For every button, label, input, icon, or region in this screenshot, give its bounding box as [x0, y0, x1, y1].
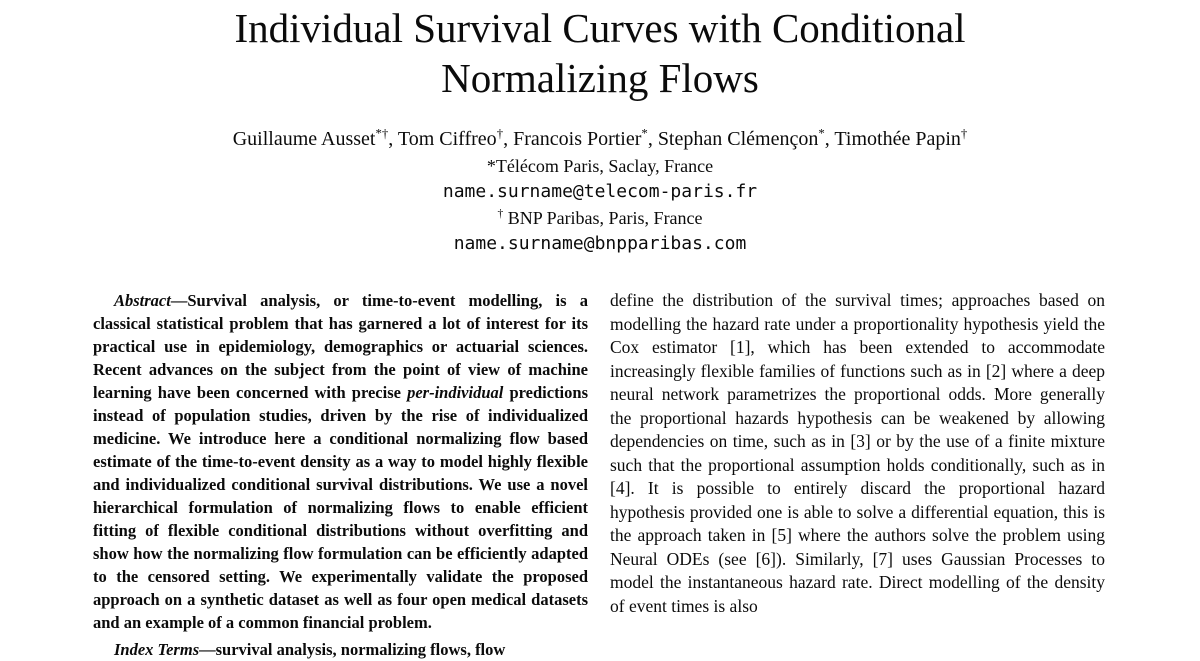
author-line: [0, 126, 1200, 152]
author-name: , Francois Portier: [503, 128, 642, 150]
index-terms-text: —survival analysis, normalizing flows, flow: [199, 640, 506, 659]
email-bnp: name.surname@bnpparibas.com: [453, 233, 747, 254]
email-telecom: name.surname@telecom-paris.fr: [442, 181, 758, 202]
author-affiliation-mark: *: [818, 126, 825, 141]
abstract-paragraph: [93, 289, 588, 634]
abstract-text: —Survival analysis, or time-to-event modelling, is a classical statistical problem that has garnered a lot of interest for its practical use in epidemiology, demographics or actuarial sciences. Recent advances on the subject from the point of view of machine learning have been concerned with precise: [93, 291, 588, 402]
abstract-label: Abstract: [114, 291, 171, 310]
left-column: [93, 289, 588, 661]
index-terms-label: Index Terms: [114, 640, 200, 659]
author-name: , Stephan Clémençon: [647, 128, 819, 150]
dagger-mark: †: [497, 208, 504, 220]
author-affiliation-mark: †: [960, 126, 968, 141]
paper-header: [0, 0, 1200, 256]
right-column: [610, 289, 1105, 661]
introduction-continuation-paragraph: define the distribution of the survival times; approaches based on modelling the hazard rate under a proportionality hypothesis yield the Cox estimator [1], which has been extended to accommodate increasingly flexible families of functions such as in [2] where a deep neural network parametrizes the proportional odds. More generally the proportional hazards hypothesis can be weakened by allowing dependencies on time, such as in [3] or by the use of a finite mixture such that the proportional assumption holds conditionally, such as in [4]. It is possible to entirely discard the proportional hazard hypothesis provided one is able to solve a differential equation, this is the approach taken in [5] where the authors solve the problem using Neural ODEs (see [6]). Similarly, [7] uses Gaussian Processes to model the instantaneous hazard rate. Direct modelling of the density of event times is also: [610, 290, 1105, 616]
affiliation-bnp: [0, 207, 1200, 230]
author-affiliation-mark: *†: [375, 126, 389, 141]
title-line-1: Individual Survival Curves with Conditional: [234, 5, 966, 51]
two-column-body: [0, 289, 1200, 661]
author-affiliation-mark: *: [641, 126, 648, 141]
abstract-emphasis: per-individual: [407, 383, 504, 402]
paper-title: [0, 3, 1200, 103]
abstract-text: predictions instead of population studies, driven by the rise of individualized medicine. We introduce here a conditional normalizing flow based estimate of the time-to-event density as a way to model highly flexible and individualized conditional survival distributions. We use a novel hierarchical formulation of normalizing flows to enable efficient fitting of flexible conditional distributions without overfitting and show how the normalizing flow formulation can be efficiently adapted to the censored setting. We experimentally validate the proposed approach on a synthetic dataset as well as four open medical datasets and an example of a common financial problem.: [93, 383, 588, 632]
author-name: Guillaume Ausset: [232, 128, 376, 150]
author-name: , Timothée Papin: [824, 128, 961, 150]
author-affiliation-mark: †: [496, 126, 504, 141]
title-line-2: Normalizing Flows: [441, 55, 759, 101]
affiliation-bnp-text: BNP Paribas, Paris, France: [503, 208, 703, 228]
index-terms-paragraph: [93, 638, 588, 661]
affiliation-telecom: *Télécom Paris, Saclay, France: [486, 156, 714, 176]
author-name: , Tom Ciffreo: [388, 128, 497, 150]
